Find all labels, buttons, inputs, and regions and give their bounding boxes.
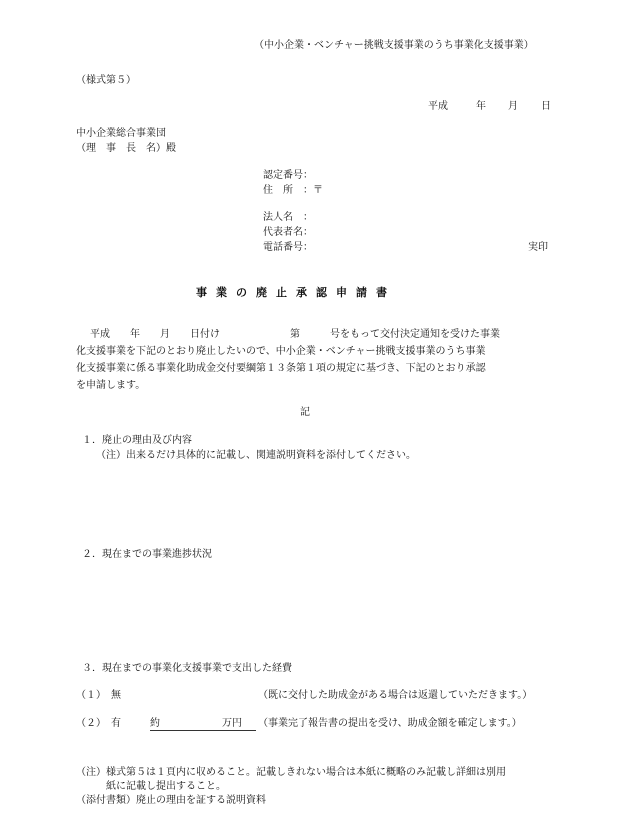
document-title: 事業の廃止承認申請書 (196, 286, 396, 299)
date-era: 平成 (428, 101, 448, 112)
seal-label: 実印 (528, 242, 548, 253)
footnote-line-2: 紙に記載し提出すること。 (106, 781, 226, 792)
ki-mark: 記 (300, 407, 310, 418)
expense-amount (150, 718, 256, 731)
expense-option-yes-note: （事業完了報告書の提出を受け、助成金額を確定します。） (258, 718, 522, 729)
addressee-title: （理 事 長 名）殿 (76, 143, 176, 154)
header-note: （中小企業・ベンチャー挑戦支援事業のうち事業化支援事業） (254, 40, 534, 51)
date-day: 日 (541, 101, 551, 112)
body-line-4: を申請します。 (76, 380, 146, 391)
cert-number-label: 認定番号： (263, 170, 313, 181)
expense-option-yes: （２） 有 (76, 718, 121, 729)
attachment-note: （添付書類）廃止の理由を証する説明資料 (76, 795, 266, 806)
date-month: 月 (508, 101, 518, 112)
form-number: （様式第５） (76, 75, 136, 86)
amount-unit: 万円 (222, 718, 242, 729)
section1-heading: １．廃止の理由及び内容 (82, 435, 192, 446)
phone-label: 電話番号： (263, 242, 313, 253)
expense-option-none: （１） 無 (76, 690, 121, 701)
body-line-1: 平成 年 月 日付け 第 号をもって交付決定通知を受けた事業 (90, 329, 500, 340)
corp-name-label: 法人名 ： (263, 212, 313, 223)
representative-label: 代表者名： (263, 227, 313, 238)
address-label: 住 所 ：〒 (263, 185, 323, 196)
expense-option-none-note: （既に交付した助成金がある場合は返還していただきます。） (258, 690, 533, 701)
body-line-2: 化支援事業を下記のとおり廃止したいので、中小企業・ベンチャー挑戦支援事業のうち事業 (76, 346, 486, 357)
section1-note: （注）出来るだけ具体的に記載し、関連説明資料を添付してください。 (96, 450, 416, 461)
amount-prefix: 約 (150, 718, 160, 729)
footnote-line-1: （注）様式第５は１頁内に収めること。記載しきれない場合は本紙に概略のみ記載し詳細は別用 (76, 767, 506, 778)
addressee-org: 中小企業総合事業団 (76, 128, 166, 139)
section3-heading: ３．現在までの事業化支援事業で支出した経費 (82, 663, 292, 674)
section2-heading: ２．現在までの事業進捗状況 (82, 549, 212, 560)
body-line-3: 化支援事業に係る事業化助成金交付要綱第１３条第１項の規定に基づき、下記のとおり承認 (76, 363, 486, 374)
date-year: 年 (476, 101, 486, 112)
